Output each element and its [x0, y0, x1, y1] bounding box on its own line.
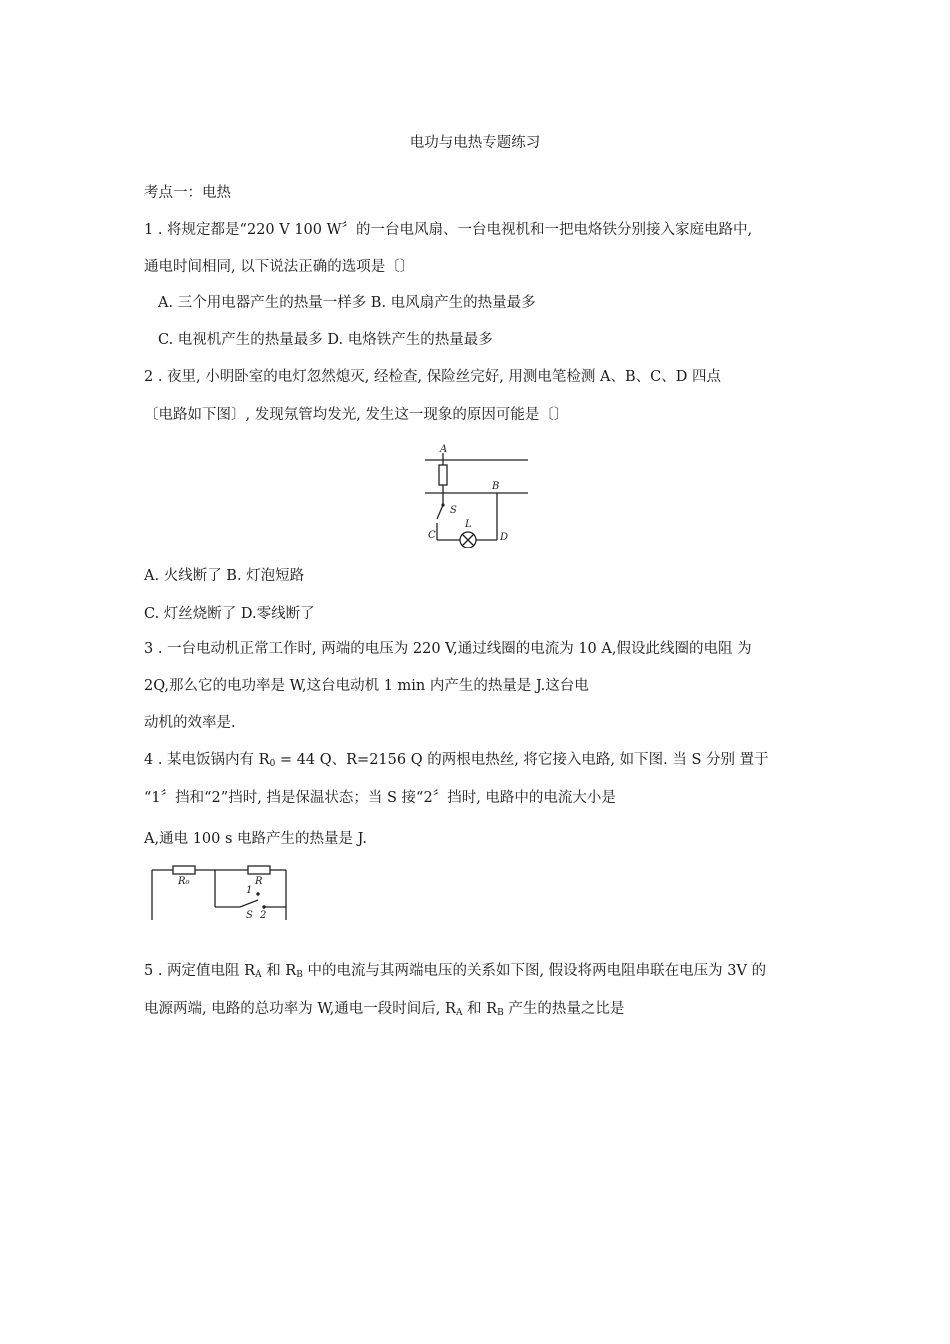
q4-line2: “1〞挡和“2”挡时, 挡是保温状态；当 S 接“2〞挡时, 电路中的电流大小是: [144, 790, 616, 806]
label-d: D: [500, 532, 509, 543]
page-title: 电功与电热专题练习: [409, 135, 541, 151]
q3-line1: 3 . 一台电动机正常工作时, 两端的电压为 220 V,通过线圈的电流为 10 A,假设此线圈的电阻 为: [144, 641, 752, 657]
q2-circuit-diagram: [415, 443, 535, 548]
label-s: S: [450, 505, 457, 516]
label-1: 1: [246, 885, 253, 896]
q1-options-cd: C. 电视机产生的热量最多 D. 电烙铁产生的热量最多: [158, 332, 493, 348]
q5-line1: [144, 961, 766, 985]
q5-line2: [144, 999, 624, 1023]
q5-line2-subscript-b: B: [497, 1008, 504, 1018]
q2-options-cd: C. 灯丝烧断了 D.零线断了: [144, 606, 315, 622]
q3-line2: 2Q,那么它的电功率是 W,这台电动机 1 min 内产生的热量是 J.这台电: [144, 678, 589, 694]
q5-line2-text-c: 产生的热量之比是: [503, 1001, 625, 1017]
q5-line1-text-b: 和 R: [261, 963, 297, 979]
q4-line1-text-a: 4 . 某电饭锅内有 R: [144, 752, 270, 768]
label-r: R: [255, 876, 263, 887]
label-c: C: [428, 530, 436, 541]
q2-options-ab: A. 火线断了 B. 灯泡短路: [144, 568, 305, 584]
q4-line1: [144, 750, 769, 774]
q2-line2: 〔电路如下图〕, 发现氖管均发光, 发生这一现象的原因可能是〔〕: [144, 407, 569, 423]
q4-subscript-0: 0: [269, 759, 276, 769]
q5-line1-text-c: 中的电流与其两端电压的关系如下图, 假设将两电阻串联在电压为 3V 的: [302, 963, 767, 979]
q3-line3: 动机的效率是.: [144, 715, 236, 731]
label-b: B: [492, 481, 500, 492]
label-s: S: [246, 910, 253, 921]
q5-line2-text-b: 和 R: [462, 1001, 498, 1017]
q5-subscript-b: B: [296, 970, 303, 980]
section-heading: 考点一：电热: [144, 185, 231, 201]
q5-line2-text-a: 电源两端, 电路的总功率为 W,通电一段时间后, R: [144, 1001, 456, 1017]
q1-options-ab: A. 三个用电器产生的热量一样多 B. 电风扇产生的热量最多: [158, 295, 536, 311]
label-2: 2: [260, 910, 267, 921]
label-a: A: [440, 444, 448, 455]
q1-line2: 通电时间相同, 以下说法正确的选项是〔〕: [144, 259, 415, 275]
q5-line1-text-a: 5 . 两定值电阻 R: [144, 963, 256, 979]
q5-subscript-a: A: [255, 970, 262, 980]
q1-line1: 1 . 将规定都是“220 V 100 W〞的一台电风扇、一台电视机和一把电烙铁分别接入家庭电路中,: [144, 222, 753, 238]
q4-circuit-diagram: [148, 862, 294, 922]
label-r0: R₀: [178, 876, 190, 887]
q2-line1: 2 . 夜里, 小明卧室的电灯忽然熄灭, 经检查, 保险丝完好, 用测电笔检测 A、B、C、D 四点: [144, 369, 721, 385]
label-l: L: [465, 519, 472, 530]
q4-line1-text-b: = 44 Q、R=2156 Q 的两根电热丝, 将它接入电路, 如下图. 当 S 分别 置于: [275, 752, 769, 768]
q4-line3: A,通电 100 s 电路产生的热量是 J.: [144, 831, 367, 847]
q5-line2-subscript-a: A: [455, 1008, 463, 1018]
